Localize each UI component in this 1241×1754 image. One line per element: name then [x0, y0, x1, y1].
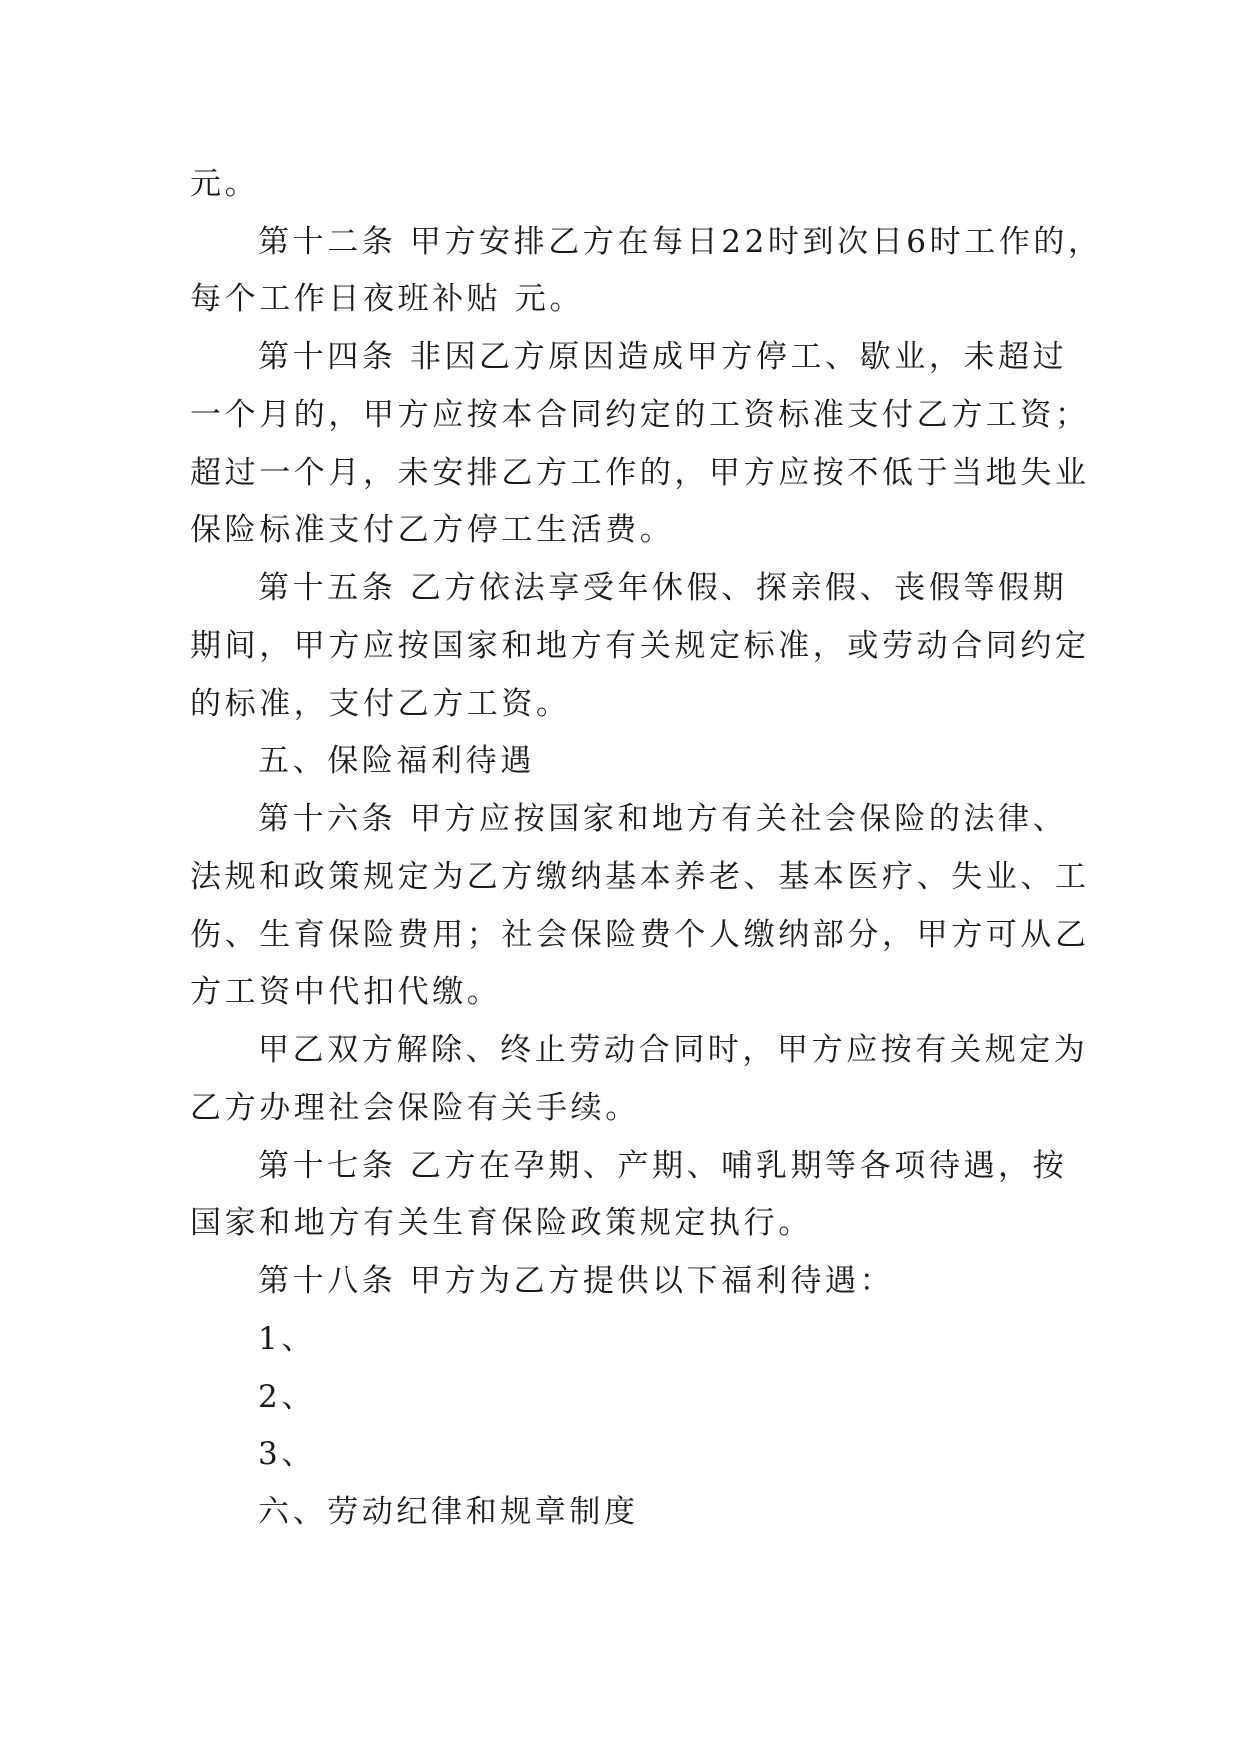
text-line: 乙方办理社会保险有关手续。: [190, 1090, 640, 1126]
article-16-heading-line: 第十六条 甲方应按国家和地方有关社会保险的法律、: [258, 801, 1068, 837]
text-line: 期间，甲方应按国家和地方有关规定标准，或劳动合同约定: [190, 628, 1090, 664]
article-12-heading-line: 第十二条 甲方安排乙方在每日22时到次日6时工作的，: [258, 224, 1103, 260]
article-17-heading-line: 第十七条 乙方在孕期、产期、哺乳期等各项待遇，按: [258, 1148, 1068, 1184]
text-line: 甲乙双方解除、终止劳动合同时，甲方应按有关规定为: [258, 1032, 1089, 1068]
section-heading-discipline: 六、劳动纪律和规章制度: [258, 1494, 639, 1530]
section-heading-insurance: 五、保险福利待遇: [258, 743, 535, 779]
text-line: 方工资中代扣代缴。: [190, 974, 502, 1010]
list-item: 2、: [258, 1379, 316, 1415]
text-line: 的标准，支付乙方工资。: [190, 686, 571, 722]
article-14-heading-line: 第十四条 非因乙方原因造成甲方停工、歇业，未超过: [258, 339, 1068, 375]
article-15-heading-line: 第十五条 乙方依法享受年休假、探亲假、丧假等假期: [258, 570, 1068, 606]
text-line: 保险标准支付乙方停工生活费。: [190, 512, 675, 548]
text-line: 一个月的，甲方应按本合同约定的工资标准支付乙方工资；: [190, 397, 1090, 433]
text-line: 伤、生育保险费用；社会保险费个人缴纳部分，甲方可从乙: [190, 917, 1090, 953]
list-item: 1、: [258, 1321, 316, 1357]
text-line: 每个工作日夜班补贴 元。: [190, 281, 585, 317]
article-18-heading-line: 第十八条 甲方为乙方提供以下福利待遇：: [258, 1263, 895, 1299]
text-line: 国家和地方有关生育保险政策规定执行。: [190, 1205, 813, 1241]
text-line: 法规和政策规定为乙方缴纳基本养老、基本医疗、失业、工: [190, 859, 1090, 895]
text-line: 超过一个月，未安排乙方工作的，甲方应按不低于当地失业: [190, 455, 1090, 491]
text-line: 元。: [190, 166, 260, 202]
list-item: 3、: [258, 1436, 316, 1472]
